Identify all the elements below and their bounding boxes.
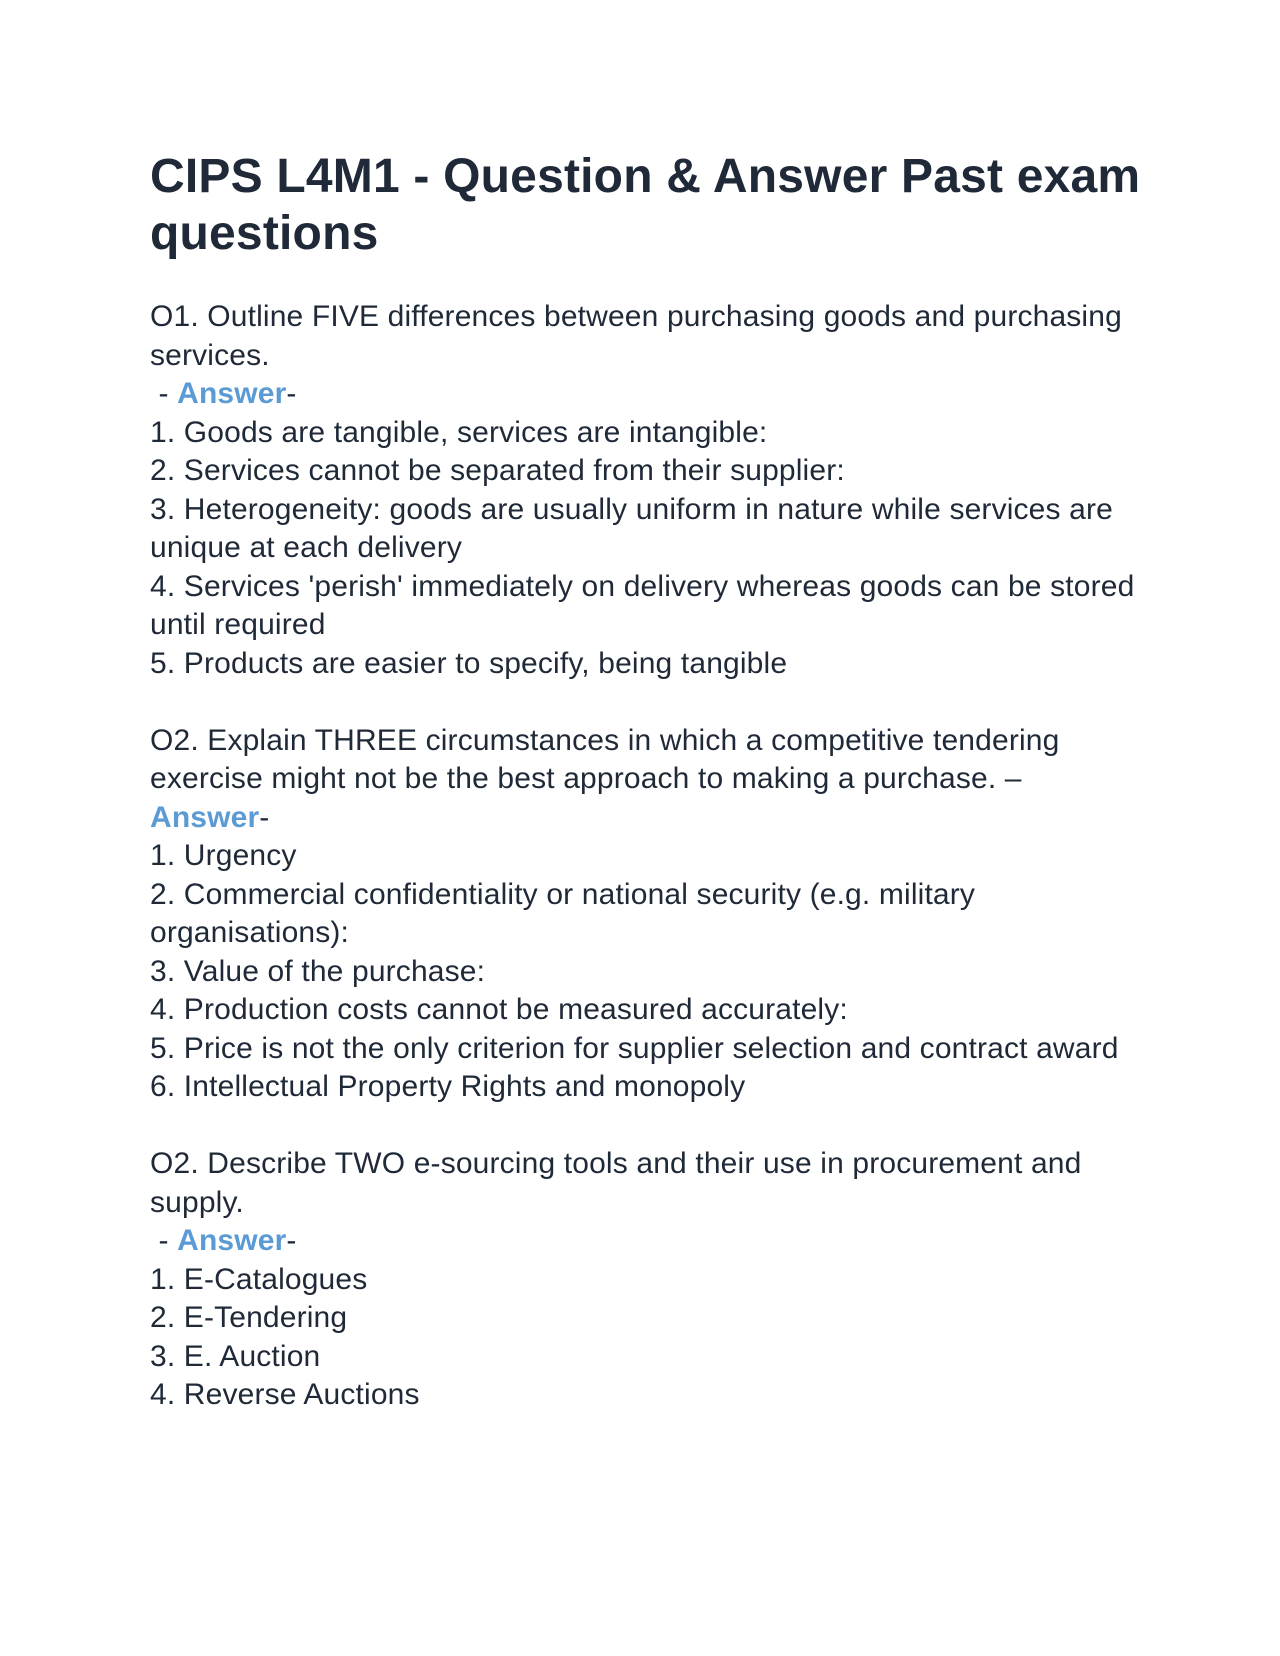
answer-label-line [150, 1222, 1150, 1261]
answer-item: 6. Intellectual Property Rights and monopoly [150, 1070, 746, 1103]
answer-prefix: - [150, 377, 178, 410]
answer-item: 2. Commercial confidentiality or national security (e.g. military organisations): [150, 877, 976, 949]
answer-item: 2. E-Tendering [150, 1301, 348, 1334]
spacer [150, 1107, 1150, 1146]
answer-item: 1. Urgency [150, 839, 297, 872]
answer-dash: - [259, 800, 270, 834]
question-block-1 [150, 298, 1150, 683]
question-text: O2. Explain THREE circumstances in which a competitive tendering exercise might not be the best approach to making a purchase. – [150, 723, 1060, 795]
answer-item: 3. Value of the purchase: [150, 954, 486, 988]
answer-label: Answer [177, 1224, 287, 1257]
answer-label-line [150, 799, 1150, 838]
answer-item: 2. Services cannot be separated from their supplier: [150, 454, 845, 487]
question-block-3 [150, 1145, 1150, 1415]
document-body [150, 298, 1150, 1415]
answer-label: Answer [150, 800, 260, 834]
spacer [150, 683, 1150, 722]
answer-dash: - [286, 1224, 297, 1257]
answer-item: 3. Heterogeneity: goods are usually uniform in nature while services are unique at each delivery [150, 492, 1113, 564]
answer-prefix: - [150, 1224, 178, 1257]
answer-item: 4. Production costs cannot be measured accurately: [150, 993, 848, 1026]
answer-label: Answer [177, 377, 287, 410]
answer-label-line [150, 375, 1150, 414]
answer-item: 5. Products are easier to specify, being tangible [150, 646, 788, 680]
document-title: CIPS L4M1 - Question & Answer Past exam questions [150, 150, 1141, 260]
answer-item: 3. E. Auction [150, 1339, 321, 1373]
answer-dash: - [286, 377, 297, 410]
question-text: O1. Outline FIVE differences between purchasing goods and purchasing services. [150, 300, 1122, 372]
answer-item: 1. E-Catalogues [150, 1262, 368, 1296]
question-text: O2. Describe TWO e-sourcing tools and their use in procurement and supply. [150, 1147, 1082, 1219]
question-block-2 [150, 722, 1150, 1107]
answer-item: 4. Reverse Auctions [150, 1378, 420, 1411]
answer-item: 4. Services 'perish' immediately on delivery whereas goods can be stored until required [150, 569, 1135, 641]
answer-item: 1. Goods are tangible, services are intangible: [150, 415, 768, 449]
document-page [150, 148, 1150, 1415]
answer-item: 5. Price is not the only criterion for supplier selection and contract award [150, 1031, 1119, 1065]
